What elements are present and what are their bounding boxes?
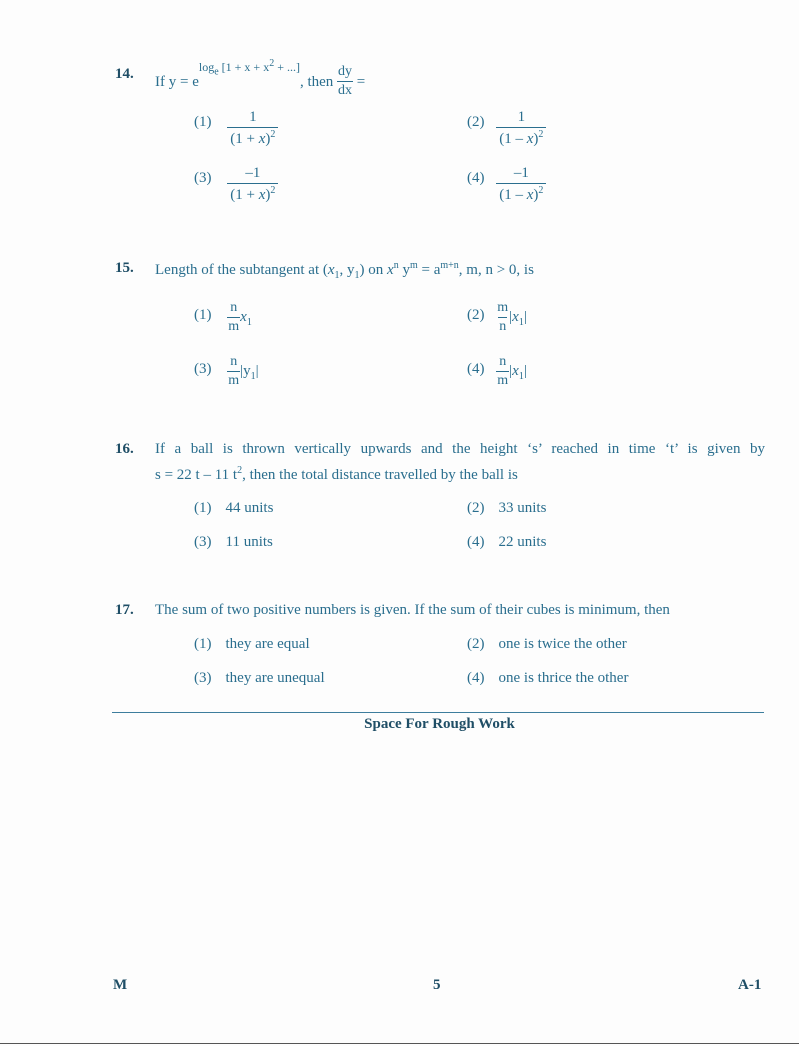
q16-option-4: (4) 22 units [467,534,547,550]
q16-number: 16. [115,441,134,457]
q17-option-1: (1) they are equal [194,636,310,652]
page-bottom-edge [0,1043,799,1044]
q17-stem: The sum of two positive numbers is given. If the sum of their cubes is minimum, then [155,602,670,618]
q14-option-2: (2) $\frac{1}{(1 - x)^2}$ [467,110,546,147]
q17-option-4: (4) one is thrice the other [467,670,629,686]
q14-then: , then [299,73,334,90]
q16-line-1: If a ball is thrown vertically upwards and the height ‘s’ reached in time ‘t’ is given by [155,441,765,457]
page-number: 5 [433,977,441,993]
q17-option-3: (3) they are unequal [194,670,325,686]
q16-option-3: (3) 11 units [194,534,273,550]
q16-option-2: (2) 33 units [467,500,547,516]
footer-right: A-1 [738,977,762,993]
q17-option-2: (2) one is twice the other [467,636,627,652]
q14-equals: = [356,73,366,90]
q16-line-2: s = 22 t – 11 $t^2$, then the total distance travelled by the ball is [155,465,518,483]
q17-number: 17. [115,602,134,618]
q15-option-4: (4) $\frac{n}{m}$ $|x_1|$ [467,354,527,388]
footer-left: M [113,977,128,993]
q14-exponent: $\log_e [1 + x + x^2$ + ...] [198,57,300,78]
q15-number: 15. [115,260,134,276]
q15-option-2: (2) $\frac{m}{n}$ $|x_1|$ [467,300,527,334]
q14-lead: If y = e [155,73,199,90]
q16-option-1: (1) 44 units [194,500,274,516]
q15-option-1: (1) $\frac{n}{m}$ $x_1$ [194,300,252,334]
q14-option-1: (1) $\frac{1}{(1 + x)^2}$ [194,110,278,147]
q15-option-3: (3) $\frac{n}{m}$ $|y_1|$ [194,354,259,388]
q14-option-4: (4) $\frac{-1}{(1 - x)^2}$ [467,166,546,203]
q14-option-3: (3) $\frac{-1}{(1 + x)^2}$ [194,166,278,203]
q15-stem: Length of the subtangent at ($x_1$, $y_1$) on $x^n$ $y^m = a^{m+n}$, m, n > 0, is [155,260,534,281]
q14-derivative: $\frac{dy}{dx}$ [338,64,353,98]
q14-stem [155,52,366,98]
rough-work-divider [112,712,764,713]
q14-number: 14. [115,66,134,82]
rough-work-heading: Space For Rough Work [364,716,515,732]
